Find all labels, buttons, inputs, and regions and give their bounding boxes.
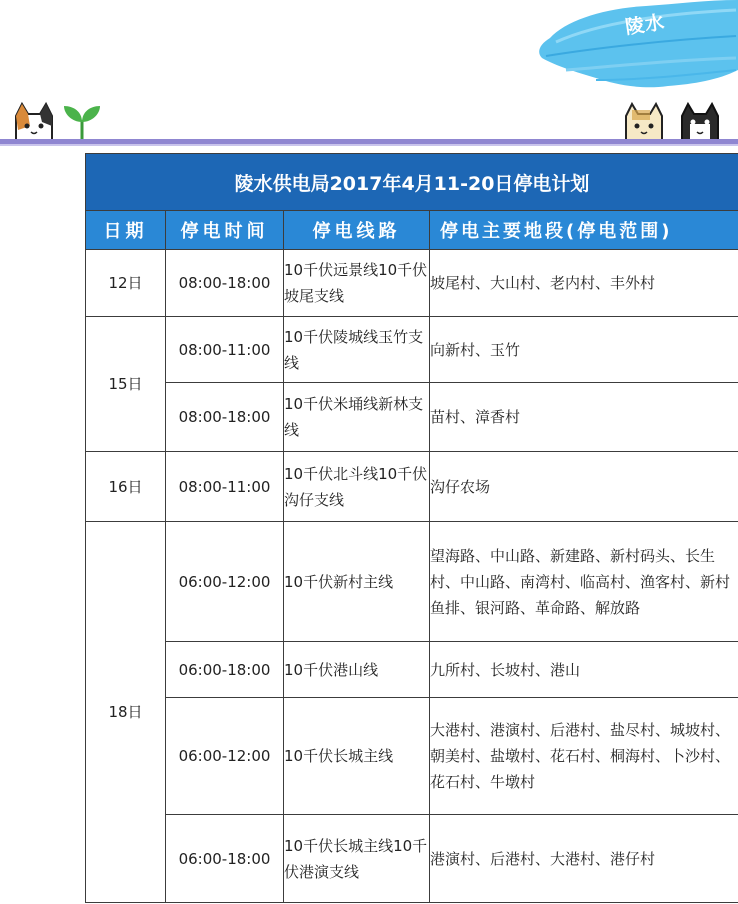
table-row	[86, 452, 738, 522]
row-time: 08:00-11:00	[166, 317, 284, 383]
cat-right-orange-icon	[626, 104, 662, 140]
cat-right-black-icon	[682, 104, 718, 140]
row-line: 10千伏长城主线	[284, 698, 430, 815]
divider-line-shadow	[0, 144, 738, 146]
row-line: 10千伏北斗线10千伏沟仔支线	[284, 452, 430, 522]
table-header-row	[86, 211, 738, 250]
row-line: 10千伏新村主线	[284, 522, 430, 642]
table-row	[86, 522, 738, 642]
row-area: 港演村、后港村、大港村、港仔村	[430, 815, 738, 903]
row-date: 18日	[86, 522, 166, 903]
row-time: 08:00-18:00	[166, 250, 284, 317]
row-date: 12日	[86, 250, 166, 317]
row-date: 15日	[86, 317, 166, 452]
table-row	[86, 317, 738, 383]
sprout-icon	[64, 106, 100, 140]
row-line: 10千伏港山线	[284, 642, 430, 698]
cat-left-icon	[16, 104, 52, 140]
outage-schedule-table	[85, 153, 738, 903]
table-row	[86, 815, 738, 903]
row-time: 08:00-11:00	[166, 452, 284, 522]
header-date: 日期	[86, 211, 166, 250]
row-line: 10千伏陵城线玉竹支线	[284, 317, 430, 383]
row-area: 沟仔农场	[430, 452, 738, 522]
row-time: 06:00-18:00	[166, 642, 284, 698]
region-label: 陵水	[623, 11, 667, 39]
row-time: 06:00-12:00	[166, 522, 284, 642]
table-title-row	[86, 154, 738, 211]
row-area: 苗村、漳香村	[430, 383, 738, 452]
table-row	[86, 383, 738, 452]
row-line: 10千伏米埇线新林支线	[284, 383, 430, 452]
table-row	[86, 250, 738, 317]
row-date: 16日	[86, 452, 166, 522]
row-line: 10千伏远景线10千伏坡尾支线	[284, 250, 430, 317]
row-area: 坡尾村、大山村、老内村、丰外村	[430, 250, 738, 317]
table-row	[86, 642, 738, 698]
header-area: 停电主要地段(停电范围)	[430, 211, 738, 250]
row-time: 06:00-18:00	[166, 815, 284, 903]
row-area: 望海路、中山路、新建路、新村码头、长生村、中山路、南湾村、临高村、渔客村、新村鱼排、银河路、革命路、解放路	[430, 522, 738, 642]
row-area: 大港村、港演村、后港村、盐尽村、城坡村、朝美村、盐墩村、花石村、桐海村、卜沙村、花石村、牛墩村	[430, 698, 738, 815]
row-area: 九所村、长坡村、港山	[430, 642, 738, 698]
header-line: 停电线路	[284, 211, 430, 250]
table-title: 陵水供电局2017年4月11-20日停电计划	[86, 154, 738, 211]
row-time: 08:00-18:00	[166, 383, 284, 452]
table-row	[86, 698, 738, 815]
header-time: 停电时间	[166, 211, 284, 250]
row-area: 向新村、玉竹	[430, 317, 738, 383]
row-line: 10千伏长城主线10千伏港演支线	[284, 815, 430, 903]
row-time: 06:00-12:00	[166, 698, 284, 815]
